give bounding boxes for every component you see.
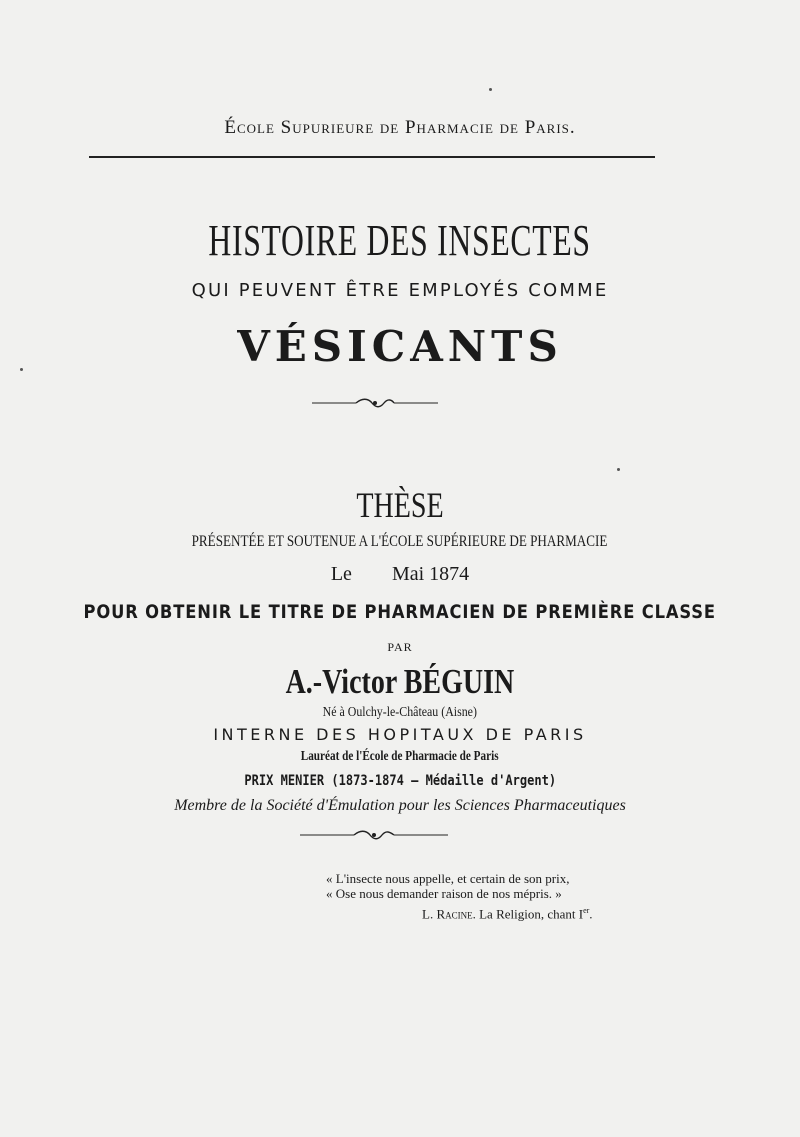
subtitle: QUI PEUVENT ÊTRE EMPLOYÉS COMME (191, 280, 609, 301)
epigraph-source-end: . (589, 906, 593, 922)
author-position: INTERNE DES HOPITAUX DE PARIS (213, 725, 587, 744)
author-name-text: A.-Victor BÉGUIN (285, 662, 515, 701)
thesis-heading (0, 484, 800, 526)
thesis-heading-text: THÈSE (356, 485, 444, 525)
header-rule (89, 156, 655, 158)
ornament-divider-bottom (298, 828, 450, 842)
main-title-text: HISTOIRE DES INSECTES (208, 216, 592, 265)
date-prefix: Le (330, 563, 352, 585)
author-laureate-text: Lauréat de l'École de Pharmacie de Paris (301, 749, 499, 764)
ink-speck (20, 368, 23, 371)
by-label: PAR (387, 640, 413, 654)
presented-line (0, 533, 800, 551)
epigraph-source-sup: er (583, 906, 590, 915)
ink-speck (617, 468, 620, 471)
title-emphasis: VÉSICANTS (237, 322, 563, 371)
epigraph-source: La Religion, chant I (479, 906, 584, 922)
epigraph-line-1: « L'insecte nous appelle, et certain de son prix, (326, 871, 570, 886)
school-header: École Supurieure de Pharmacie de Paris. (224, 117, 576, 138)
author-prize (0, 773, 800, 789)
author-birth (0, 705, 800, 721)
ink-speck (489, 88, 492, 91)
date-line (0, 563, 800, 586)
author-membership: Membre de la Société d'Émulation pour les Sciences Pharmaceutiques (174, 797, 626, 814)
ornament-divider-top (310, 396, 440, 410)
purpose-line (0, 601, 800, 623)
main-title (0, 215, 800, 266)
author-laureate (0, 749, 800, 765)
epigraph-line-2: « Ose nous demander raison de nos mépris. » (326, 886, 562, 901)
author-prize-text: PRIX MENIER (1873-1874 — Médaille d'Argent) (244, 773, 556, 789)
epigraph-author: L. Racine. (422, 906, 476, 922)
date-value: Mai 1874 (391, 563, 470, 585)
purpose-text: POUR OBTENIR LE TITRE DE PHARMACIEN DE PREMIÈRE CLASSE (83, 601, 717, 623)
epigraph-attribution (422, 906, 593, 922)
author-birth-text: Né à Oulchy-le-Château (Aisne) (322, 705, 478, 720)
author-name (0, 662, 800, 702)
presented-text: PRÉSENTÉE ET SOUTENUE A L'ÉCOLE SUPÉRIEURE DE PHARMACIE (192, 533, 608, 550)
